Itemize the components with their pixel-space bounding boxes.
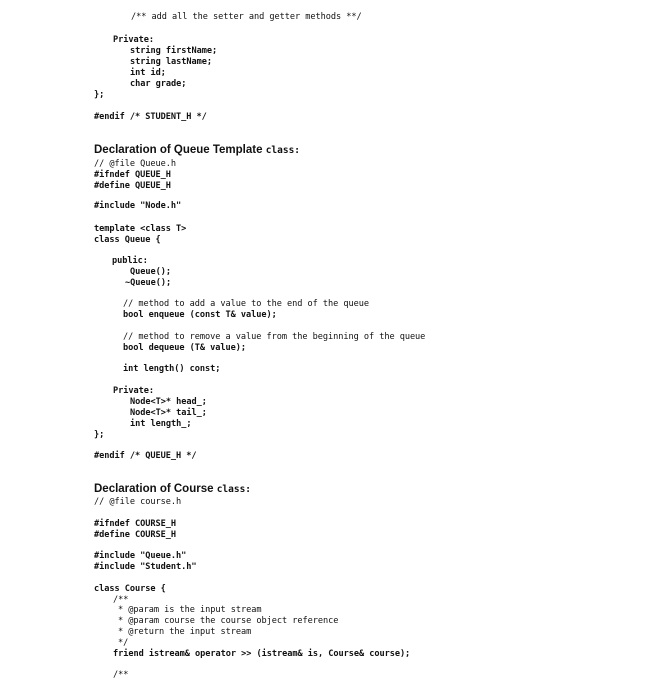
enqueue-comment: // method to add a value to the end of the queue	[123, 299, 369, 309]
course-heading: Declaration of Course class:	[94, 483, 252, 495]
queue-head-field: Node<T>* head_;	[130, 397, 207, 407]
queue-include: #include "Node.h"	[94, 201, 182, 211]
queue-class-decl: class Queue {	[94, 235, 161, 245]
course-define: #define COURSE_H	[94, 530, 176, 540]
queue-define: #define QUEUE_H	[94, 181, 171, 191]
queue-length-field: int length_;	[130, 419, 192, 429]
course-include-student: #include "Student.h"	[94, 562, 197, 572]
endif-student: #endif /* STUDENT_H */	[94, 112, 207, 122]
length-decl: int length() const;	[123, 364, 221, 374]
queue-dtor: ~Queue();	[125, 278, 172, 288]
field-firstname: string firstName;	[130, 46, 218, 56]
queue-public-label: public:	[112, 256, 148, 266]
course-file-comment: // @file course.h	[94, 497, 182, 507]
doc-param-is: * @param is the input stream	[118, 605, 262, 615]
getter-setter-comment: /** add all the setter and getter methods **/	[131, 12, 362, 22]
queue-ifndef: #ifndef QUEUE_H	[94, 170, 171, 180]
field-grade: char grade;	[130, 79, 187, 89]
doc-comment-open-2: /**	[113, 670, 129, 680]
field-lastname: string lastName;	[130, 57, 212, 67]
friend-operator-decl: friend istream& operator >> (istream& is, Course& course);	[113, 649, 411, 659]
private-label: Private:	[113, 35, 154, 45]
queue-file-comment: // @file Queue.h	[94, 159, 176, 169]
queue-ctor: Queue();	[130, 267, 171, 277]
dequeue-comment: // method to remove a value from the beginning of the queue	[123, 332, 426, 342]
enqueue-decl: bool enqueue (const T& value);	[123, 310, 277, 320]
course-ifndef: #ifndef COURSE_H	[94, 519, 176, 529]
doc-comment-open: /**	[113, 595, 129, 605]
queue-class-close: };	[94, 430, 105, 440]
class-close: };	[94, 90, 105, 100]
doc-return: * @return the input stream	[118, 627, 252, 637]
endif-queue: #endif /* QUEUE_H */	[94, 451, 197, 461]
dequeue-decl: bool dequeue (T& value);	[123, 343, 246, 353]
course-class-decl: class Course {	[94, 584, 166, 594]
doc-param-course: * @param course the course object reference	[118, 616, 339, 626]
queue-template: template <class T>	[94, 224, 187, 234]
queue-heading: Declaration of Queue Template class:	[94, 144, 301, 156]
queue-private-label: Private:	[113, 386, 154, 396]
field-id: int id;	[130, 68, 166, 78]
queue-tail-field: Node<T>* tail_;	[130, 408, 207, 418]
course-include-queue: #include "Queue.h"	[94, 551, 187, 561]
doc-comment-close: */	[118, 638, 129, 648]
